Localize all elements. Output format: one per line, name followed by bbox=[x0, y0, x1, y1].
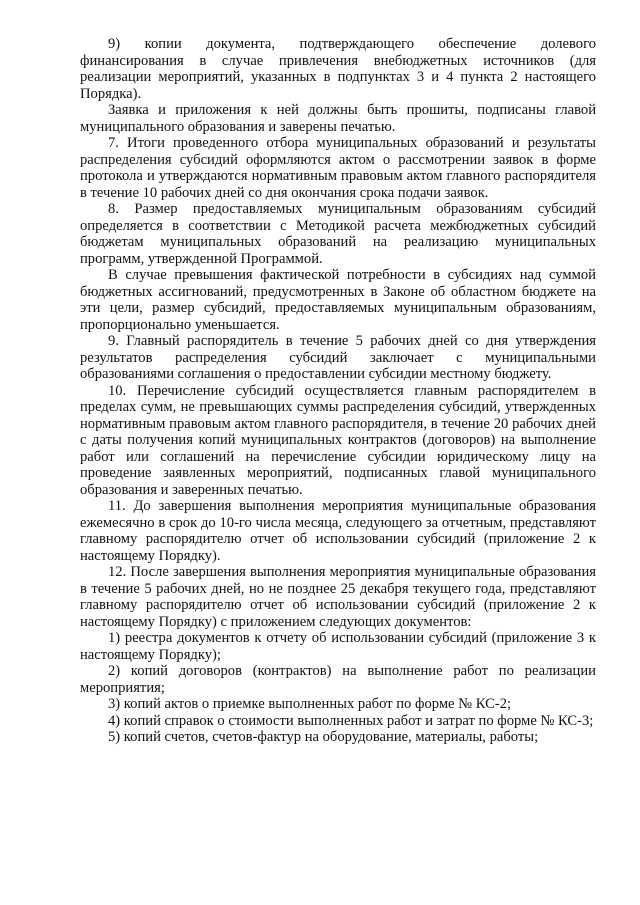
list-item-invoices: 5) копий счетов, счетов-фактур на оборудование, материалы, работы; bbox=[108, 729, 539, 745]
paragraph-9-agreements: 9. Главный распорядитель в течение 5 рабочих дней со дня утверждения результатов распределения субсидий заключает с муниципальными образованиями соглашения о предоставлении субсидии местному бюджету. bbox=[80, 333, 596, 382]
document-page bbox=[80, 36, 596, 746]
paragraph-11-monthly-report: 11. До завершения выполнения мероприятия муниципальные образования ежемесячно в срок до 10-го числа месяца, следующего за отчетным, представляют главному распорядителю отчет об использовании субсидий (приложение 2 к настоящему Порядку). bbox=[80, 498, 596, 564]
paragraph-excess-need: В случае превышения фактической потребности в субсидиях над суммой бюджетных ассигнований, предусмотренных в Законе об областном бюджете на эти цели, размер субсидий, предоставляемых муниципальным образованиям, пропорционально уменьшается. bbox=[80, 267, 596, 333]
paragraph-12-final-report: 12. После завершения выполнения мероприятия муниципальные образования в течение 5 рабочих дней, но не позднее 25 декабря текущего года, представляют главному распорядителю отчет об использовании субсидий (приложение 2 к настоящему Порядку) с приложением следующих документов: bbox=[80, 564, 596, 630]
paragraph-7-results: 7. Итоги проведенного отбора муниципальных образований и результаты распределения субсидий оформляются актом о рассмотрении заявок в форме протокола и утверждаются нормативным правовым актом главного распорядителя в течение 10 рабочих дней со дня окончания срока подачи заявок. bbox=[80, 135, 596, 201]
list-item-registry: 1) реестра документов к отчету об использовании субсидий (приложение 3 к настоящему Порядку); bbox=[80, 630, 596, 663]
paragraph-8-subsidy-size: 8. Размер предоставляемых муниципальным образованиям субсидий определяется в соответствии с Методикой расчета межбюджетных субсидий бюджетам муниципальных образований на реализацию муниципальных программ, утвержденной Программой. bbox=[80, 201, 596, 267]
paragraph-9-copies: 9) копии документа, подтверждающего обеспечение долевого финансирования в случае привлечения внебюджетных источников (для реализации мероприятий, указанных в подпунктах 3 и 4 пункта 2 настоящего Порядка). bbox=[80, 36, 596, 102]
list-item-ks3-certificates: 4) копий справок о стоимости выполненных работ и затрат по форме № КС-3; bbox=[108, 712, 594, 729]
paragraph-10-transfer: 10. Перечисление субсидий осуществляется главным распорядителем в пределах сумм, не превышающих суммы распределения субсидий, утвержденных нормативным правовым актом главного распорядителя, в течение 20 рабочих дней с даты получения копий муниципальных контрактов (договоров) на выполнение работ или соглашений на перечисление субсидии юридическому лицу на проведение заявленных мероприятий, подписанных главой муниципального образования и заверенных печатью. bbox=[80, 382, 596, 498]
list-item-ks2-acts: 3) копий актов о приемке выполненных работ по форме № КС-2; bbox=[108, 696, 512, 712]
paragraph-application-binding: Заявка и приложения к ней должны быть прошиты, подписаны главой муниципального образования и заверены печатью. bbox=[80, 102, 596, 135]
list-item-contracts: 2) копий договоров (контрактов) на выполнение работ по реализации мероприятия; bbox=[80, 663, 596, 696]
